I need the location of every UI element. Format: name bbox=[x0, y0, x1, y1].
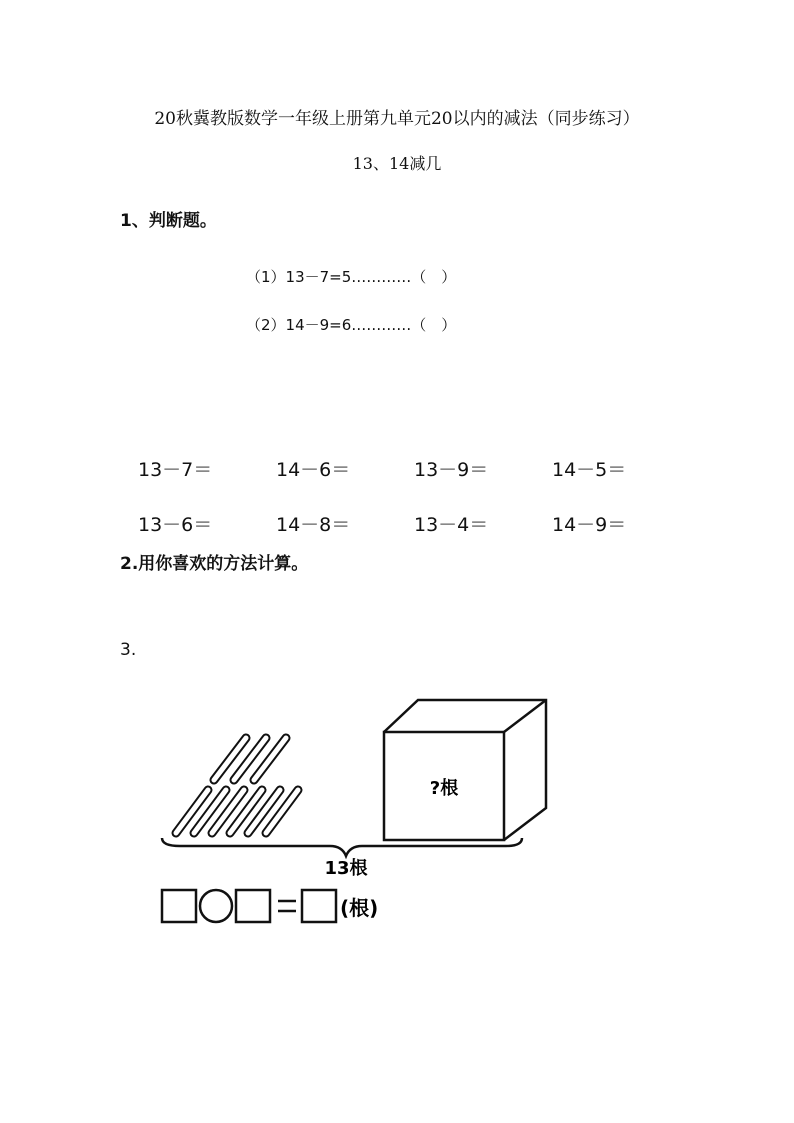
q1-item-1-num: （1） bbox=[246, 268, 286, 286]
q1-item-2-paren: （ ） bbox=[411, 316, 457, 334]
page-subtitle: 13、14减几 bbox=[352, 154, 442, 173]
q1-heading: 1、判断题。 bbox=[120, 211, 217, 231]
answer-box-3[interactable] bbox=[302, 890, 336, 922]
operator-circle[interactable] bbox=[200, 890, 232, 922]
answer-box-1[interactable] bbox=[162, 890, 196, 922]
arith-r2-c3: 13－4＝ bbox=[414, 514, 489, 536]
cube-label: ?根 bbox=[429, 778, 459, 799]
arith-r2-c1: 13－6＝ bbox=[138, 514, 213, 536]
q1-item-1-expr: 13－7=5………… bbox=[285, 268, 412, 286]
total-label: 13根 bbox=[324, 858, 368, 879]
equation bbox=[162, 890, 336, 922]
q1-item-2 bbox=[246, 314, 456, 335]
unit-label: (根) bbox=[340, 896, 379, 920]
q1-item-2-expr: 14－9=6………… bbox=[285, 316, 412, 334]
page-title: 20秋冀教版数学一年级上册第九单元20以内的减法（同步练习） bbox=[154, 109, 640, 129]
arith-r2-c4: 14－9＝ bbox=[552, 514, 627, 536]
q3-heading: 3. bbox=[120, 640, 137, 660]
arith-r2-c2: 14－8＝ bbox=[276, 514, 351, 536]
sticks-group bbox=[176, 738, 298, 833]
q3-figure bbox=[150, 690, 570, 939]
q3-figure-svg bbox=[150, 690, 570, 935]
cube-back-edges bbox=[384, 700, 546, 840]
cube-top-edge bbox=[504, 700, 546, 732]
equals-sign bbox=[278, 901, 296, 911]
q1-item-2-num: （2） bbox=[246, 316, 286, 334]
q1-item-1 bbox=[246, 266, 456, 287]
arith-r1-c2: 14－6＝ bbox=[276, 459, 351, 481]
q2-heading: 2.用你喜欢的方法计算。 bbox=[120, 554, 309, 574]
arith-r1-c3: 13－9＝ bbox=[414, 459, 489, 481]
q1-item-1-paren: （ ） bbox=[411, 268, 457, 286]
cube bbox=[384, 700, 546, 840]
answer-box-2[interactable] bbox=[236, 890, 270, 922]
arith-r1-c4: 14－5＝ bbox=[552, 459, 627, 481]
arith-r1-c1: 13－7＝ bbox=[138, 459, 213, 481]
